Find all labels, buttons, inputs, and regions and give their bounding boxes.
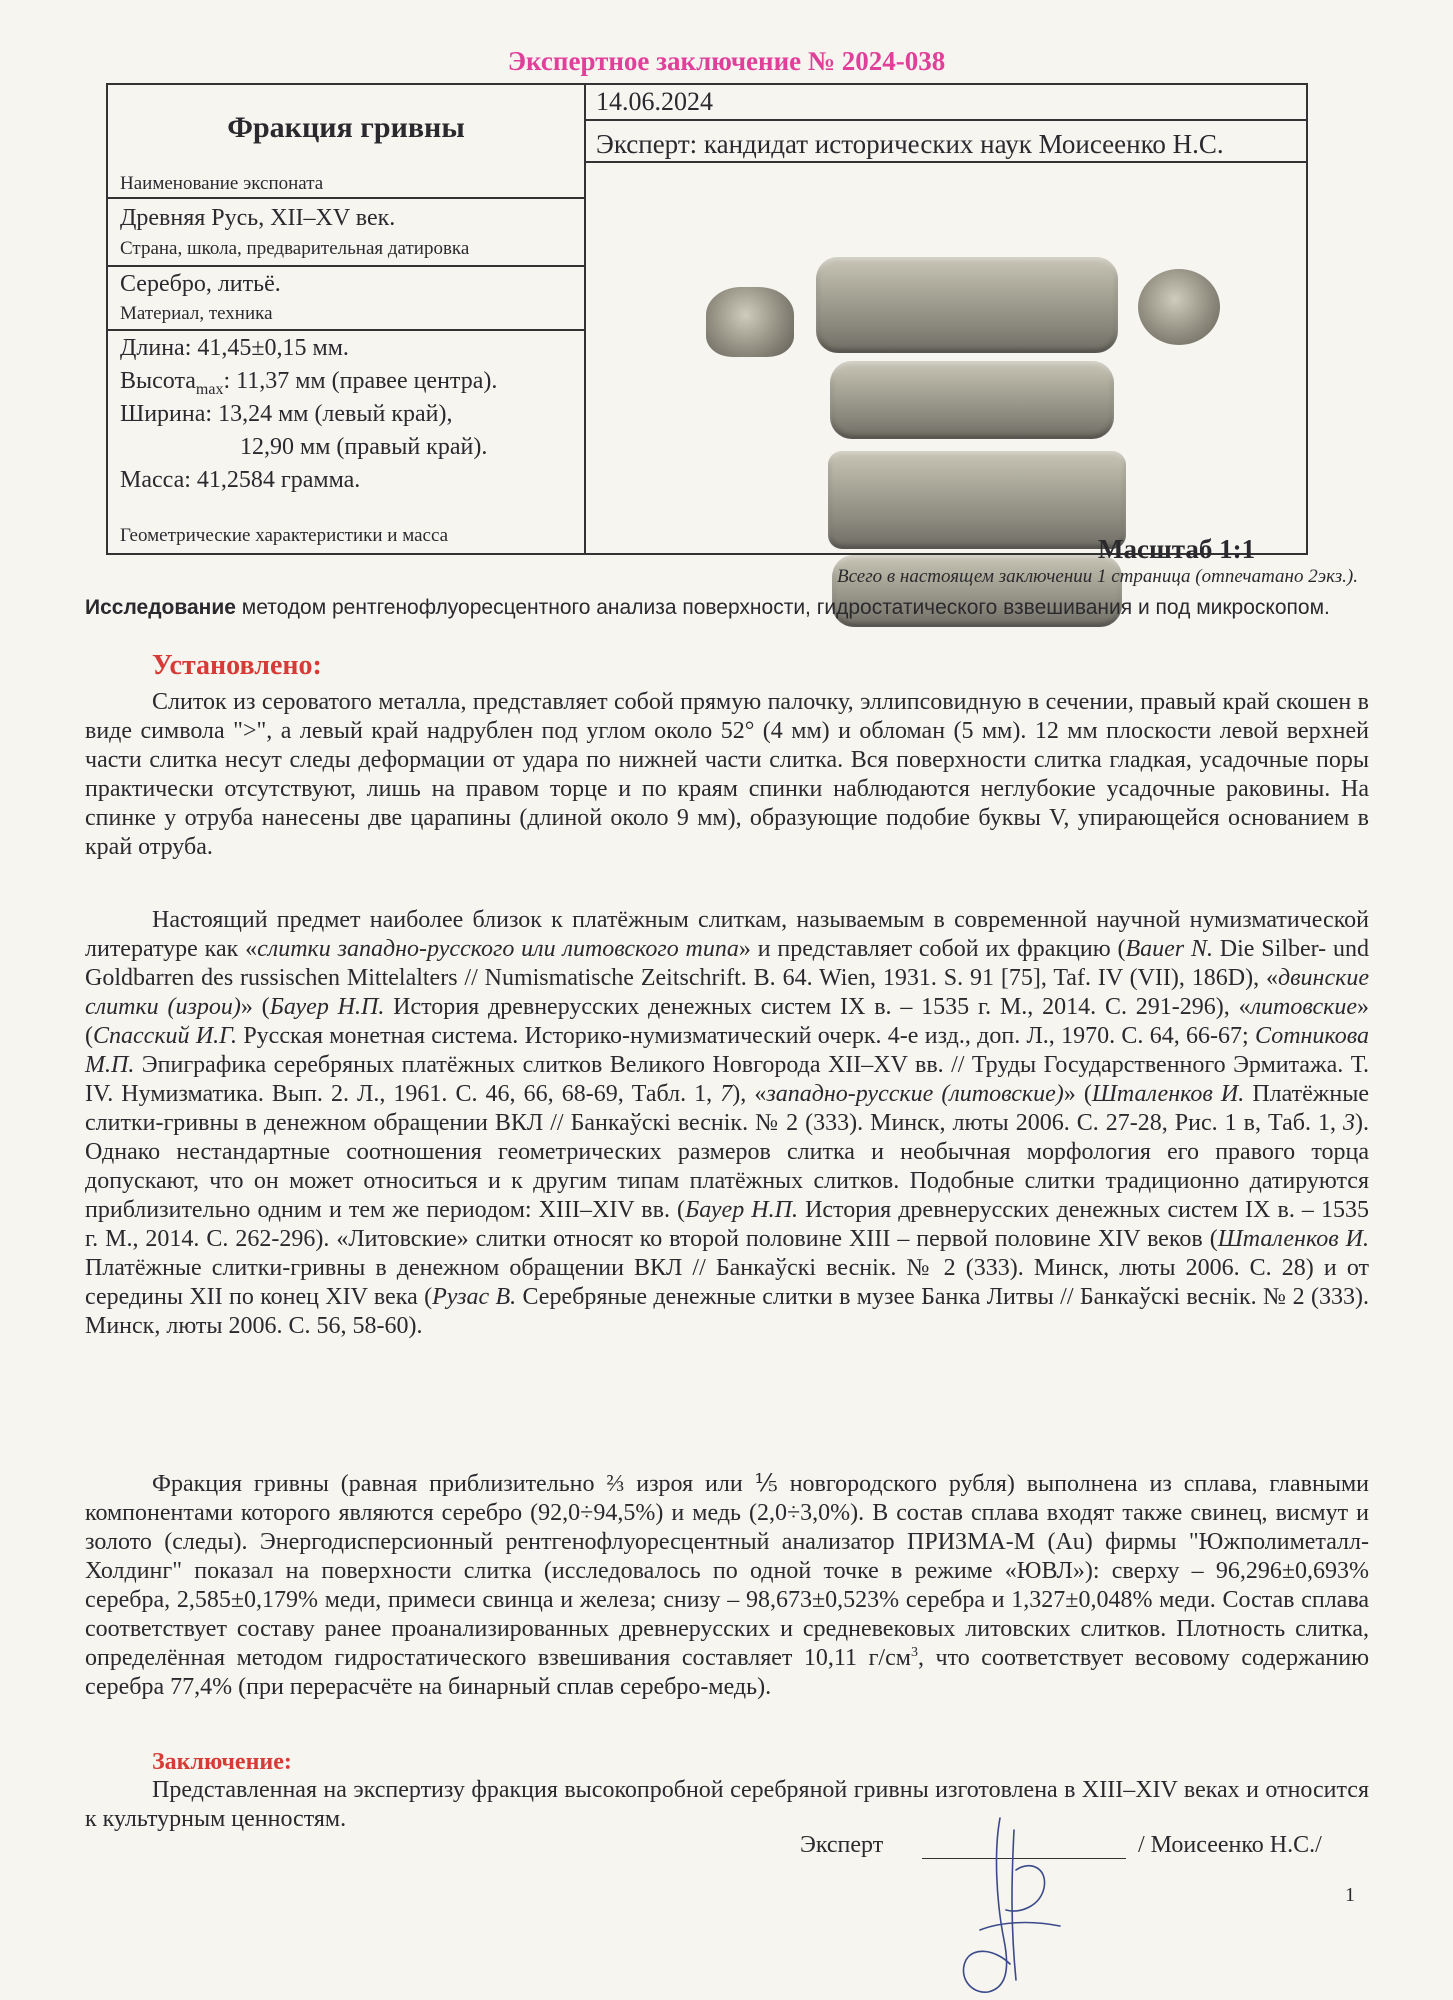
text: западно-русские (литовские)	[766, 1081, 1064, 1107]
exhibit-material-caption: Материал, техника	[120, 303, 273, 324]
exhibit-origin-caption: Страна, школа, предварительная датировка	[120, 238, 470, 259]
exhibit-geometry-caption: Геометрические характеристики и масса	[120, 525, 449, 546]
expertise-date: 14.06.2024	[596, 87, 713, 116]
conclusion-heading: Заключение:	[152, 1749, 292, 1775]
page-count-note: Всего в настоящем заключении 1 страница (отпечатано 2экз.).	[837, 566, 1358, 587]
text: Бауер Н.П.	[685, 1197, 798, 1223]
text: 3	[910, 1645, 918, 1660]
ingot-bottom-view-photo	[828, 451, 1126, 549]
research-methods	[85, 594, 1367, 621]
text: » (	[85, 994, 1370, 1049]
text: слитки западно-русского или литовского типа	[257, 936, 739, 962]
height-value: : 11,37 мм (правее центра).	[223, 368, 498, 394]
research-text: методом рентгенофлуоресцентного анализа поверхности, гидростатического взвешивания и под микроскопом.	[235, 596, 1330, 619]
research-bold: Исследование	[85, 596, 236, 619]
height-sub: max	[195, 380, 224, 398]
text: Платёжные слитки-гривны в денежном обращении ВКЛ // Банкаўскі веснік. № 2 (333). Минск, люты 2006. С. 28) и от середины XII по конец XIV века (	[85, 1255, 1369, 1310]
table-divider	[108, 329, 584, 331]
height-label: Высота	[120, 368, 196, 394]
exhibit-mass: Масса: 41,2584 грамма.	[120, 467, 361, 493]
text: ). Однако нестандартные соотношения геометрических размеров слитка и необычная морфология его правого торца допускают, что он может относиться и к другим типам платёжных слитков. Подобные слитки традиционно датируются приблизительно одним и тем же периодом: XIII–XIV вв. (	[85, 1110, 1369, 1223]
text: Эпиграфика серебряных платёжных слитков Великого Новгорода XII–XV вв. // Труды Государственного Эрмитажа. Т. IV. Нумизматика. Вып. 2. Л., 1961. С. 46, 66, 68-69, Табл. 1,	[85, 1052, 1369, 1107]
scale-label: Масштаб 1:1	[1098, 534, 1256, 564]
text: Платёжные слитки-гривны в денежном обращении ВКЛ // Банкаўскі веснік. № 2 (333). Минск, люты 2006. С. 27-28, Рис. 1 в, Таб. 1,	[85, 1081, 1370, 1136]
ingot-side-view-photo	[830, 361, 1114, 439]
text: 7	[720, 1081, 733, 1107]
handwritten-signature	[940, 1810, 1090, 1995]
text: История древнерусских денежных систем IX в. – 1535 г. М., 2014. С. 262-296). «Литовские» слитки относят ко второй половине XIII – первой половине XIV веков (	[85, 1197, 1370, 1252]
signature-label: Эксперт	[800, 1832, 884, 1858]
exhibit-material: Серебро, литьё.	[120, 271, 281, 297]
table-divider	[108, 197, 584, 199]
ingot-end-left-photo	[706, 287, 794, 357]
text: История древнерусских денежных систем IX в. – 1535 г. М., 2014. С. 291-296), «	[384, 994, 1251, 1020]
paragraph-analogues	[85, 906, 1369, 1341]
text: Рузас В.	[432, 1284, 517, 1310]
text: , что соответствует весовому содержанию серебра 77,4% (при перерасчёте на бинарный сплав серебро-медь).	[85, 1645, 1369, 1700]
exhibit-width-right: 12,90 мм (правый край).	[240, 434, 488, 460]
exhibit-origin: Древняя Русь, XII–XV век.	[120, 205, 396, 231]
text: » (	[240, 994, 270, 1020]
table-divider	[108, 265, 584, 267]
text: Бауер Н.П.	[269, 994, 385, 1020]
text: » и представляет собой их фракцию (	[738, 936, 1126, 962]
text: » (	[1063, 1081, 1092, 1107]
exhibit-width-left: Ширина: 13,24 мм (левый край),	[120, 401, 453, 427]
text: ), «	[732, 1081, 767, 1107]
paragraph-composition	[85, 1470, 1369, 1702]
ingot-photos	[586, 163, 1306, 553]
text: 3	[1343, 1110, 1355, 1136]
text: Сотникова М.П.	[85, 1023, 1369, 1078]
text: литовские	[1250, 994, 1358, 1020]
text: Спасский И.Г.	[93, 1023, 238, 1049]
ingot-end-right-photo	[1138, 269, 1220, 345]
text: Серебряные денежные слитки в музее Банка Литвы // Банкаўскі веснік. № 2 (333). Минск, люты 2006. С. 56, 58-60).	[85, 1284, 1370, 1339]
exhibit-name-caption: Наименование экспоната	[120, 173, 324, 194]
exhibit-name: Фракция гривны	[227, 111, 465, 144]
signature-name: / Моисеенко Н.С./	[1138, 1832, 1322, 1858]
document-title: Экспертное заключение № 2024-038	[507, 46, 946, 76]
established-heading: Установлено:	[152, 650, 322, 681]
text: Bauer N.	[1125, 936, 1213, 962]
table-divider	[586, 119, 1306, 121]
exhibit-height	[120, 368, 497, 399]
text: Die Silber- und Goldbarren des russischen Mittelalters // Numismatische Zeitschrift. B. 64. Wien, 1931. S. 91 [75], Taf. IV (VII), 186D), «	[85, 936, 1369, 991]
text: двинские слитки (изрои)	[85, 965, 1369, 1020]
paragraph-conclusion: Представленная на экспертизу фракция высокопробной серебряной гривны изготовлена в XIII–XIV веках и относится к культурным ценностям.	[85, 1777, 1369, 1832]
exhibit-info-table	[106, 83, 1308, 555]
paragraph-description: Слиток из сероватого металла, представляет собой прямую палочку, эллипсовидную в сечении, правый край скошен в виде символа ">", а левый край надрублен под углом около 52° (4 мм) и обломан (5 мм). 12 мм плоскости левой верхней части слитка несут следы деформации от удара по нижней части слитка. Вся поверхности слитка гладкая, усадочные поры практически отсутствуют, лишь на правом торце и по краям спинки наблюдаются неглубокие усадочные раковины. На спинке у отруба нанесены две царапины (длиной около 9 мм), образующие подобие буквы V, упирающейся основанием в край отруба.	[85, 689, 1369, 860]
expert-credentials: Эксперт: кандидат исторических наук Моисеенко Н.С.	[596, 129, 1224, 159]
exhibit-length: Длина: 41,45±0,15 мм.	[120, 335, 349, 361]
text: Настоящий предмет наиболее близок к платёжным слиткам, называемым в современной научной нумизматической литературе как «	[85, 907, 1369, 962]
ingot-top-view-photo	[816, 257, 1118, 353]
page-number: 1	[1345, 1884, 1355, 1906]
text: Фракция гривны (равная приблизительно ⅔ изроя или ⅕ новгородского рубля) выполнена из сплава, главными компонентами которого являются серебро (92,0÷94,5%) и медь (2,0÷3,0%). В состав сплава входят также свинец, висмут и золото (следы). Энергодисперсионный рентгенофлуоресцентный анализатор ПРИЗМА-М (Au) фирмы "Южполиметалл-Холдинг" показал на поверхности слитка (исследовалось по одной точке в режиме «ЮВЛ»): сверху – 96,296±0,693% серебра, 2,585±0,179% меди, примеси свинца и железа; снизу – 98,673±0,523% серебра и 1,327±0,048% меди. Состав сплава соответствует составу ранее проанализированных древнерусских и средневековых литовских слитков. Плотность слитка, определённая методом гидростатического взвешивания составляет 10,11 г/см	[85, 1471, 1369, 1671]
text: Шталенков И.	[1091, 1081, 1245, 1107]
text: Русская монетная система. Историко-нумизматический очерк. 4-е изд., доп. Л., 1970. С. 64, 66-67;	[237, 1023, 1256, 1049]
text: Шталенков И.	[1217, 1226, 1369, 1252]
